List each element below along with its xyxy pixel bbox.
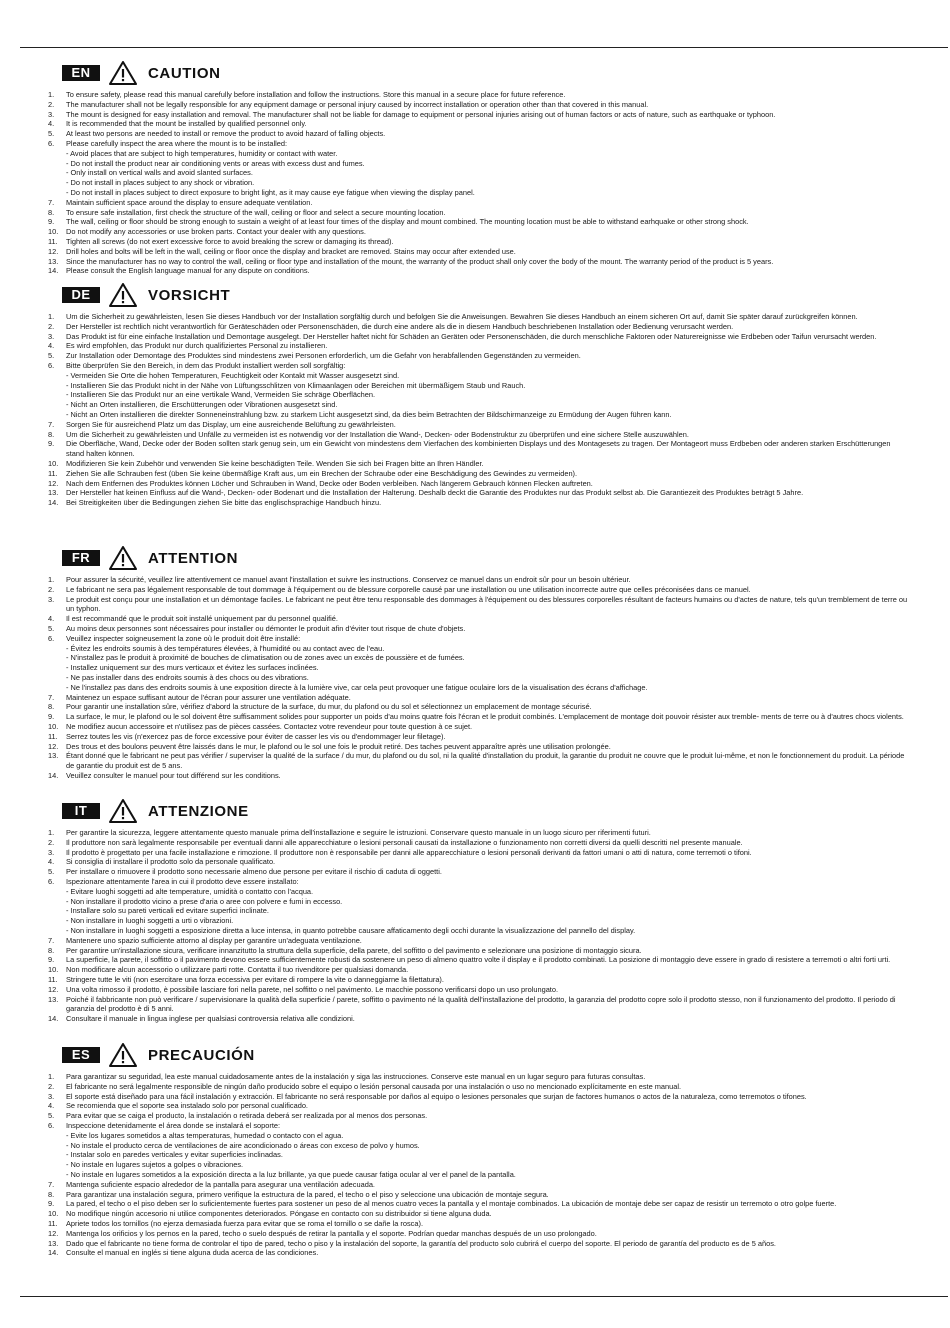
- item-text: Maintenez un espace suffisant autour de l'écran pour assurer une ventilation adéquate.: [66, 692, 351, 702]
- item-number: 7.: [48, 1179, 55, 1189]
- item-text: - Installare solo su pareti verticali ed evitare superfici inclinate.: [66, 906, 269, 916]
- instruction-item: [48, 828, 908, 838]
- instruction-item: [48, 351, 908, 361]
- item-number: 5.: [48, 1111, 55, 1121]
- instruction-subitem: [48, 673, 908, 683]
- instruction-item: [48, 848, 908, 858]
- item-number: 9.: [48, 712, 55, 722]
- instruction-item: [48, 614, 908, 624]
- item-number: 4.: [48, 857, 55, 867]
- item-number: 1.: [48, 575, 55, 584]
- instruction-item: [48, 139, 908, 149]
- item-text: Please carefully inspect the area where the mount is to be installed:: [66, 138, 288, 148]
- item-text: The mount is designed for easy installation and removal. The manufacturer shall not be liable for damage to equipment or personal injuries arising out of human factors or acts of nature, such as earthquake or typhoon.: [66, 109, 776, 119]
- item-number: 3.: [48, 847, 55, 857]
- section-title: PRECAUCIÓN: [148, 1046, 255, 1064]
- item-number: 9.: [48, 1199, 55, 1209]
- instruction-subitem: [48, 653, 908, 663]
- instruction-item: [48, 1209, 908, 1219]
- instruction-item: [48, 1190, 908, 1200]
- instruction-item: [48, 877, 908, 887]
- item-number: 8.: [48, 429, 55, 439]
- instruction-item: [48, 1121, 908, 1131]
- item-text: Il est recommandé que le produit soit installé uniquement par du personnel qualifié.: [66, 614, 338, 624]
- item-text: Pour assurer la sécurité, veuillez lire attentivement ce manuel avant l'installation et suivre les instructions. Conservez ce manuel dans un endroit sûr pour un besoin ultérieur.: [66, 575, 631, 584]
- item-text: Zur Installation oder Demontage des Produktes sind mindestens zwei Personen erforderlich, um die Gefahr von herabfallenden Gegenständen zu vermeiden.: [66, 351, 581, 361]
- item-number: 13.: [48, 1238, 59, 1248]
- item-number: 4.: [48, 614, 55, 624]
- item-text: Ziehen Sie alle Schrauben fest (üben Sie keine übermäßige Kraft aus, um ein Brechen der Schraube oder eine Beschädigung des Gewindes zu vermeiden).: [66, 468, 578, 478]
- item-text: Inspeccione detenidamente el área donde se instalará el soporte:: [66, 1120, 281, 1130]
- instruction-subitem: [48, 1141, 908, 1151]
- instruction-item: [48, 732, 908, 742]
- item-text: - Do not install the product near air conditioning vents or areas with excess dust and fumes.: [66, 158, 365, 168]
- item-text: - No instale el producto cerca de ventilaciones de aire acondicionado o áreas con exceso de polvo y humos.: [66, 1140, 420, 1150]
- instruction-item: [48, 247, 908, 257]
- item-number: 10.: [48, 458, 59, 468]
- instruction-item: [48, 322, 908, 332]
- item-text: La surface, le mur, le plafond ou le sol doivent être suffisamment solides pour supporter un poids d'au moins quatre fois l'écran et le produit combinés. L'emplacement de montage doit pouvoir résister aux tremble- ments de terre ou à d'autres chocs violents.: [66, 712, 904, 722]
- instruction-item: [48, 1229, 908, 1239]
- warning-icon: [108, 282, 138, 308]
- item-text: Die Oberfläche, Wand, Decke oder der Boden sollten stark genug sein, um ein Gewicht von mindestens dem Vierfachen des kombinierten Displays und des Montagesets zu tragen. Der Montageort muss Erdbeben oder anderen starken Erschütterungen stand halten können.: [66, 439, 891, 459]
- item-text: El fabricante no será legalmente responsible de ningún daño producido sobre el equipo o lesión personal causada por una instalación o uso no mencionado explícitamente en este manual.: [66, 1081, 682, 1091]
- item-number: 2.: [48, 99, 55, 109]
- item-text: Le produit est conçu pour une installation et un démontage faciles. Le fabricant ne peut être tenu responsable des dommages à l'équipement ou des blessures corporelles résultant de facteurs humains ou d'actes de nature, tels qu'un tremblement de terre ou un typhon.: [66, 594, 908, 614]
- warning-icon: [108, 60, 138, 86]
- item-text: To ensure safe installation, first check the structure of the wall, ceiling or floor and select a secure mounting location.: [66, 207, 446, 217]
- item-number: 13.: [48, 488, 59, 498]
- item-text: Il produttore non sarà legalmente responsabile per eventuali danni alle apparecchiature o lesioni personali causati da installazione o funzionamento non corretti diversi da quelli descritti nel presente manuale.: [66, 837, 743, 847]
- item-text: Per garantire un'installazione sicura, verificare innanzitutto la struttura della superficie, della parete, del soffitto o del pavimento e selezionare una posizione di montaggio sicura.: [66, 945, 642, 955]
- item-number: 1.: [48, 90, 55, 99]
- item-text: Apriete todos los tornillos (no ejerza demasiada fuerza para evitar que se roma el tornillo o se dañe la rosca).: [66, 1218, 423, 1228]
- item-text: Veuillez inspecter soigneusement la zone où le produit doit être installé:: [66, 633, 301, 643]
- instruction-item: [48, 1239, 908, 1249]
- instruction-item: [48, 975, 908, 985]
- item-text: Der Hersteller ist rechtlich nicht verantwortlich für Geräteschäden oder Personenschäden, die durch eine andere als die in diesem Handbuch beschriebenen Installation oder Bedienung verursacht werden.: [66, 321, 734, 331]
- instruction-item: [48, 1180, 908, 1190]
- instruction-subitem: [48, 906, 908, 916]
- item-text: Das Produkt ist für eine einfache Installation und Demontage ausgelegt. Der Hersteller haftet nicht für Schäden an Geräten oder Personenschäden, die durch menschliche Faktoren oder Naturereignisse wie Erdbeben oder Taifun verursacht werden.: [66, 331, 877, 341]
- item-text: - Vermeiden Sie Orte die hohen Temperaturen, Feuchtigkeit oder Kontakt mit Wasser ausgesetzt sind.: [66, 370, 400, 380]
- item-text: The manufacturer shall not be legally responsible for any equipment damage or personal injury caused by incorrect installation or operation other than that covered in this manual.: [66, 99, 649, 109]
- bottom-rule: [20, 1296, 948, 1297]
- warning-icon: [108, 1042, 138, 1068]
- item-text: - Instalar solo en paredes verticales y evitar superficies inclinadas.: [66, 1150, 283, 1160]
- instruction-item: [48, 119, 908, 129]
- instruction-item: [48, 257, 908, 267]
- item-number: 14.: [48, 770, 59, 780]
- instruction-subitem: [48, 683, 908, 693]
- item-number: 3.: [48, 109, 55, 119]
- instruction-item: [48, 498, 908, 508]
- item-number: 7.: [48, 197, 55, 207]
- item-text: - Evitare luoghi soggetti ad alte temperature, umidità o contatto con l'acqua.: [66, 886, 314, 896]
- item-text: Consulte el manual en inglés si tiene alguna duda acerca de las condiciones.: [66, 1248, 319, 1258]
- instruction-item: [48, 771, 908, 781]
- item-text: - Nicht an Orten installieren die direkter Sonneneinstrahlung bzw. zu starkem Licht ausgesetzt sind, da dies beim Betrachten der Bildschirmanzeige zu Ermüdung der Augen führen kann.: [66, 409, 672, 419]
- item-text: Stringere tutte le viti (non esercitare una forza eccessiva per evitare di rompere la vite o danneggiarne la filettatura).: [66, 974, 444, 984]
- instruction-item: [48, 129, 908, 139]
- item-number: 6.: [48, 360, 55, 370]
- item-text: Bitte überprüfen Sie den Bereich, in dem das Produkt installiert werden soll sorgfältig:: [66, 360, 346, 370]
- item-text: The wall, ceiling or floor should be strong enough to sustain a weight of at least four times of the display and mount combined. The mounting location must be able to withstand earhquake or other strong shock.: [66, 217, 749, 227]
- item-text: No modifique ningún accesorio ni utilice componentes deteriorados. Póngase en contacto con su distribuidor si tiene alguna duda.: [66, 1209, 492, 1219]
- item-number: 4.: [48, 119, 55, 129]
- instruction-item: [48, 712, 908, 722]
- instruction-item: [48, 1199, 908, 1209]
- instruction-item: [48, 110, 908, 120]
- item-text: Au moins deux personnes sont nécessaires pour installer ou démonter le produit afin d'éviter tout risque de chute d'objets.: [66, 623, 466, 633]
- section-title: CAUTION: [148, 64, 221, 82]
- instruction-subitem: [48, 1131, 908, 1141]
- item-number: 6.: [48, 633, 55, 643]
- instruction-item: [48, 1248, 908, 1258]
- item-text: - Do not install in places subject to direct exposure to bright light, as it may cause eye fatigue when viewing the display panel.: [66, 187, 475, 197]
- language-badge: FR: [62, 550, 100, 566]
- instruction-item: [48, 857, 908, 867]
- item-number: 12.: [48, 246, 59, 256]
- instruction-item: [48, 430, 908, 440]
- item-number: 8.: [48, 945, 55, 955]
- item-text: Since the manufacturer has no way to control the wall, ceiling or floor type and installation of the mount, the warranty of the product shall only cover the body of the mount. The warranty period of the product is 5 years.: [66, 256, 774, 266]
- item-text: Veuillez consulter le manuel pour tout différend sur les conditions.: [66, 770, 281, 780]
- item-number: 5.: [48, 623, 55, 633]
- instruction-item: [48, 332, 908, 342]
- item-text: Ne modifiez aucun accessoire et n'utilisez pas de pièces cassées. Contactez votre revendeur pour toute question à ce sujet.: [66, 721, 473, 731]
- instruction-subitem: [48, 1160, 908, 1170]
- item-text: Des trous et des boulons peuvent être laissés dans le mur, le plafond ou le sol une fois le produit retiré. Des taches peuvent apparaître après une utilisation prolongée.: [66, 741, 611, 751]
- item-number: 8.: [48, 207, 55, 217]
- item-number: 13.: [48, 994, 59, 1004]
- section-title: ATTENZIONE: [148, 802, 249, 820]
- section-de: [48, 280, 908, 508]
- instruction-item: [48, 1111, 908, 1121]
- item-text: Consultare il manuale in lingua inglese per qualsiasi controversia relativa alle condizioni.: [66, 1014, 355, 1024]
- top-rule: [20, 47, 948, 48]
- item-text: - Évitez les endroits soumis à des températures élevées, à l'humidité ou au contact avec de l'eau.: [66, 643, 385, 653]
- instruction-item: [48, 751, 908, 771]
- item-text: Una volta rimosso il prodotto, è possibile lasciare fori nella parete, nel soffitto o nel pavimento. Le macchie possono verificarsi dopo un uso prolungato.: [66, 984, 559, 994]
- item-text: La superficie, la parete, il soffitto o il pavimento devono essere sufficientemente robusti da sostenere un peso di almeno quattro volte il display e il prodotto combinati. La posizione di montaggio deve essere in grado di resistere a terremoti o altri forti urti.: [66, 955, 891, 965]
- instruction-item: [48, 479, 908, 489]
- item-number: 6.: [48, 1120, 55, 1130]
- item-text: - Installieren Sie das Produkt nicht in der Nähe von Lüftungsschlitzen von Klimaanlagen oder Bereichen mit übermäßigem Staub und Rauch.: [66, 380, 526, 390]
- section-it: [48, 796, 908, 1024]
- instruction-list: [48, 90, 908, 276]
- instruction-item: [48, 634, 908, 644]
- instruction-item: [48, 266, 908, 276]
- instruction-item: [48, 955, 908, 965]
- item-text: Nach dem Entfernen des Produktes können Löcher und Schrauben in Wand, Decke oder Boden verbleiben. Nach längerem Gebrauch können Flecken auftreten.: [66, 478, 593, 488]
- instruction-item: [48, 575, 908, 585]
- item-number: 5.: [48, 867, 55, 877]
- item-number: 4.: [48, 1101, 55, 1111]
- instruction-item: [48, 693, 908, 703]
- item-text: Drill holes and bolts will be left in the wall, ceiling or floor once the display and bracket are removed. Stains may occur after extended use.: [66, 246, 516, 256]
- item-number: 9.: [48, 217, 55, 227]
- item-text: - Ne l'installez pas dans des endroits soumis à une exposition directe à la lumière vive, car cela peut provoquer une fatigue oculaire lors de la visualisation des écrans d'affichage.: [66, 682, 648, 692]
- item-number: 8.: [48, 1189, 55, 1199]
- item-text: - Non installare in luoghi soggetti a urti o vibrazioni.: [66, 916, 234, 926]
- item-text: - Avoid places that are subject to high temperatures, humidity or contact with water.: [66, 148, 338, 158]
- item-text: - Installez uniquement sur des murs verticaux et évitez les surfaces inclinées.: [66, 663, 319, 673]
- item-number: 12.: [48, 478, 59, 488]
- instruction-subitem: [48, 916, 908, 926]
- item-number: 9.: [48, 955, 55, 965]
- item-number: 7.: [48, 419, 55, 429]
- item-number: 3.: [48, 1091, 55, 1101]
- instruction-item: [48, 217, 908, 227]
- item-text: Maintain sufficient space around the display to ensure adequate ventilation.: [66, 197, 313, 207]
- language-badge: ES: [62, 1047, 100, 1063]
- language-badge: EN: [62, 65, 100, 81]
- item-text: Non modificare alcun accessorio o utilizzare parti rotte. Contatta il tuo rivenditore per qualsiasi domanda.: [66, 965, 409, 975]
- instruction-item: [48, 1014, 908, 1024]
- item-number: 8.: [48, 702, 55, 712]
- item-number: 11.: [48, 236, 58, 246]
- instruction-item: [48, 867, 908, 877]
- section-header: [48, 543, 908, 573]
- item-text: Étant donné que le fabricant ne peut pas vérifier / superviser la qualité de la surface / du mur, du plafond ou du sol, ni la qualité d'installation du produit, la garantie du produit ne couvre que le produit lui-même, et non le fonctionnement du produit. La période de garantie du produit est de 5 ans.: [66, 751, 905, 771]
- item-number: 11.: [48, 468, 58, 478]
- item-text: Mantenere uno spazio sufficiente attorno al display per garantire un'adeguata ventilazione.: [66, 935, 362, 945]
- item-text: Se recomienda que el soporte sea instalado solo por personal cualificado.: [66, 1101, 308, 1111]
- item-number: 7.: [48, 692, 55, 702]
- instruction-list: [48, 828, 908, 1024]
- instruction-item: [48, 469, 908, 479]
- instruction-subitem: [48, 663, 908, 673]
- item-number: 12.: [48, 1228, 59, 1238]
- item-text: - No instale en lugares sometidos a la exposición directa a la luz brillante, ya que puede causar fatiga ocular al ver el panel de la pantalla.: [66, 1169, 516, 1179]
- item-text: Do not modify any accessories or use broken parts. Contact your dealer with any questions.: [66, 227, 366, 237]
- instruction-subitem: [48, 410, 908, 420]
- item-text: To ensure safety, please read this manual carefully before installation and follow the instructions. Store this manual in a secure place for future reference.: [66, 90, 566, 99]
- instruction-item: [48, 208, 908, 218]
- section-header: [48, 1040, 908, 1070]
- instruction-subitem: [48, 168, 908, 178]
- instruction-item: [48, 595, 908, 615]
- item-number: 3.: [48, 594, 55, 604]
- instruction-item: [48, 237, 908, 247]
- item-number: 10.: [48, 965, 59, 975]
- instruction-subitem: [48, 149, 908, 159]
- section-header: [48, 796, 908, 826]
- warning-icon: [108, 545, 138, 571]
- item-text: Pour garantir une installation sûre, vérifiez d'abord la structure de la surface, du mur, du plafond ou du sol et sélectionnez un emplacement de montage sécurisé.: [66, 702, 592, 712]
- instruction-item: [48, 488, 908, 498]
- item-text: Es wird empfohlen, das Produkt nur durch qualifiziertes Personal zu installieren.: [66, 341, 328, 351]
- instruction-item: [48, 1092, 908, 1102]
- instruction-subitem: [48, 371, 908, 381]
- instruction-item: [48, 1072, 908, 1082]
- item-text: Modifizieren Sie kein Zubehör und verwenden Sie keine beschädigten Teile. Wenden Sie sich bei Fragen bitte an Ihren Händler.: [66, 458, 484, 468]
- item-text: Um die Sicherheit zu gewährleisten und Unfälle zu vermeiden ist es notwendig vor der Installation die Wand-, Decken- oder Bodenstruktur zu überprüfen und eine sichere Stelle auszuwählen.: [66, 429, 689, 439]
- instruction-list: [48, 575, 908, 781]
- item-text: It is recommended that the mount be installed by qualified personnel only.: [66, 119, 307, 129]
- instruction-item: [48, 90, 908, 100]
- item-text: Ispezionare attentamente l'area in cui il prodotto deve essere installato:: [66, 876, 299, 886]
- instruction-item: [48, 985, 908, 995]
- item-number: 6.: [48, 876, 55, 886]
- item-number: 13.: [48, 256, 59, 266]
- item-number: 5.: [48, 129, 55, 139]
- item-number: 1.: [48, 1072, 55, 1081]
- item-text: - Non installare il prodotto vicino a prese d'aria o aree con polvere e fumi in eccesso.: [66, 896, 343, 906]
- item-text: - N'installez pas le produit à proximité de bouches de climatisation ou de zones avec un excès de poussière et de fumées.: [66, 653, 465, 663]
- instruction-item: [48, 459, 908, 469]
- item-number: 3.: [48, 331, 55, 341]
- item-text: - Evite los lugares sometidos a altas temperaturas, humedad o contacto con el agua.: [66, 1130, 344, 1140]
- instruction-item: [48, 100, 908, 110]
- instruction-item: [48, 1082, 908, 1092]
- instruction-subitem: [48, 644, 908, 654]
- instruction-item: [48, 1219, 908, 1229]
- section-header: [48, 280, 908, 310]
- item-text: - No instale en lugares sujetos a golpes o vibraciones.: [66, 1160, 244, 1170]
- instruction-item: [48, 702, 908, 712]
- section-es: [48, 1040, 908, 1258]
- item-text: Der Hersteller hat keinen Einfluss auf die Wand-, Decken- oder Bodenart und die Installation der Halterung. Deshalb deckt die Garantie des Produktes nur das Produkt selbst ab. Die Garantiezeit des Produktes beträgt 5 Jahre.: [66, 488, 804, 498]
- instruction-item: [48, 965, 908, 975]
- instruction-item: [48, 838, 908, 848]
- language-badge: DE: [62, 287, 100, 303]
- instruction-subitem: [48, 926, 908, 936]
- item-number: 11.: [48, 974, 58, 984]
- item-text: Um die Sicherheit zu gewährleisten, lesen Sie dieses Handbuch vor der Installation sorgfältig durch und befolgen Sie die Anweisungen. Bewahren Sie dieses Handbuch an einem sicheren Ort auf, damit Sie später darauf zurückgreifen können.: [66, 312, 858, 321]
- warning-icon: [108, 798, 138, 824]
- instruction-subitem: [48, 178, 908, 188]
- item-text: - Only install on vertical walls and avoid slanted surfaces.: [66, 168, 253, 178]
- item-text: Serrez toutes les vis (n'exercez pas de force excessive pour éviter de casser les vis ou d'endommager leur filetage).: [66, 731, 446, 741]
- instruction-list: [48, 312, 908, 508]
- item-number: 2.: [48, 1081, 55, 1091]
- item-number: 10.: [48, 721, 59, 731]
- item-text: Sorgen Sie für ausreichend Platz um das Display, um eine ausreichende Belüftung zu gewährleisten.: [66, 419, 396, 429]
- item-text: Para garantizar su seguridad, lea este manual cuidadosamente antes de la instalación y siga las instrucciones. Conserve este manual en un lugar seguro para futuras consultas.: [66, 1072, 646, 1081]
- instruction-item: [48, 995, 908, 1015]
- item-number: 14.: [48, 1248, 59, 1258]
- item-text: Please consult the English language manual for any dispute on conditions.: [66, 266, 310, 276]
- section-title: VORSICHT: [148, 286, 231, 304]
- instruction-item: [48, 439, 908, 459]
- item-text: Para evitar que se caiga el producto, la instalación o retirada deberá ser realizada por al menos dos personas.: [66, 1111, 428, 1121]
- item-number: 10.: [48, 1209, 59, 1219]
- item-number: 10.: [48, 227, 59, 237]
- item-text: Le fabricant ne sera pas légalement responsable de tout dommage à l'équipement ou de blessure corporelle causé par une installation ou une utilisation incorrecte autre que celles préconisées dans ce manuel.: [66, 584, 751, 594]
- item-number: 7.: [48, 935, 55, 945]
- item-number: 14.: [48, 1014, 59, 1024]
- item-number: 5.: [48, 351, 55, 361]
- item-number: 14.: [48, 498, 59, 508]
- item-text: Per garantire la sicurezza, leggere attentamente questo manuale prima dell'installazione e seguire le istruzioni. Conservare questo manuale in un luogo sicuro per riferimenti futuri.: [66, 828, 651, 837]
- language-badge: IT: [62, 803, 100, 819]
- instruction-item: [48, 722, 908, 732]
- item-text: Per installare o rimuovere il prodotto sono necessarie almeno due persone per evitare il rischio di caduta di oggetti.: [66, 867, 442, 877]
- section-en: [48, 58, 908, 276]
- instruction-subitem: [48, 400, 908, 410]
- item-number: 9.: [48, 439, 55, 449]
- item-number: 12.: [48, 741, 59, 751]
- item-text: Tighten all screws (do not exert excessive force to avoid breaking the screw or damaging its thread).: [66, 236, 394, 246]
- item-number: 13.: [48, 751, 59, 761]
- instruction-item: [48, 742, 908, 752]
- item-text: Mantenga los orificios y los pernos en la pared, techo o suelo después de retirar la pantalla y el soporte. Podrían quedar manchas después de un uso prolongado.: [66, 1228, 597, 1238]
- item-number: 2.: [48, 321, 55, 331]
- instruction-item: [48, 946, 908, 956]
- item-text: Poiché il fabbricante non può verificare / supervisionare la qualità della superficie / parete, soffitto o pavimento né la qualità dell'installazione del prodotto, la garanzia del prodotto copre solo il prodotto stesso, non il funzionamento del prodotto. Il periodo di garanzia del prodotto è di 5 anni.: [66, 994, 896, 1014]
- item-text: Para garantizar una instalación segura, primero verifique la estructura de la pared, el techo o el piso y seleccione una ubicación de montaje segura.: [66, 1189, 549, 1199]
- item-number: 12.: [48, 984, 59, 994]
- instruction-item: [48, 361, 908, 371]
- instruction-subitem: [48, 1170, 908, 1180]
- item-number: 4.: [48, 341, 55, 351]
- instruction-item: [48, 312, 908, 322]
- instruction-item: [48, 936, 908, 946]
- item-text: El soporte está diseñado para una fácil instalación y extracción. El fabricante no será responsable por daños al equipo o lesiones personales que surjan de factores humanos o actos de la naturaleza, como terremotos o tifones.: [66, 1091, 807, 1101]
- instruction-item: [48, 227, 908, 237]
- item-text: La pared, el techo o el piso deben ser lo suficientemente fuertes para sostener un peso de al menos cuatro veces la pantalla y el montaje combinados. La ubicación de montaje debe ser capaz de resistir un terremoto o otro golpe fuerte.: [66, 1199, 837, 1209]
- item-text: At least two persons are needed to install or remove the product to avoid hazard of falling objects.: [66, 129, 386, 139]
- item-text: - Do not install in places subject to any shock or vibration.: [66, 178, 255, 188]
- instruction-subitem: [48, 897, 908, 907]
- instruction-item: [48, 1101, 908, 1111]
- item-number: 6.: [48, 138, 55, 148]
- item-number: 1.: [48, 828, 55, 837]
- item-text: Bei Streitigkeiten über die Bedingungen ziehen Sie bitte das englischsprachige Handbuch hinzu.: [66, 498, 382, 508]
- item-number: 2.: [48, 584, 55, 594]
- instruction-item: [48, 585, 908, 595]
- instruction-subitem: [48, 188, 908, 198]
- instruction-subitem: [48, 1150, 908, 1160]
- item-text: Il prodotto è progettato per una facile installazione e rimozione. Il produttore non è responsabile per danni alle apparecchiature o lesioni personali derivanti da fattori umani o atti di natura, come terremoti o tifoni.: [66, 847, 752, 857]
- instruction-subitem: [48, 381, 908, 391]
- item-text: Dado que el fabricante no tiene forma de controlar el tipo de pared, techo o piso y la instalación del soporte, la garantía del producto solo cubrirá el cuerpo del soporte. El periodo de garantía del producto es de 5 años.: [66, 1238, 776, 1248]
- item-number: 11.: [48, 1218, 58, 1228]
- item-text: Si consiglia di installare il prodotto solo da personale qualificato.: [66, 857, 276, 867]
- instruction-subitem: [48, 159, 908, 169]
- item-text: - Ne pas installer dans des endroits soumis à des chocs ou des vibrations.: [66, 672, 309, 682]
- instruction-item: [48, 341, 908, 351]
- item-number: 11.: [48, 731, 58, 741]
- section-fr: [48, 543, 908, 781]
- instruction-subitem: [48, 390, 908, 400]
- item-number: 2.: [48, 837, 55, 847]
- item-number: 14.: [48, 266, 59, 276]
- instruction-item: [48, 198, 908, 208]
- instruction-list: [48, 1072, 908, 1258]
- item-text: - Installieren Sie das Produkt nur an eine vertikale Wand, Vermeiden Sie schräge Oberflächen.: [66, 390, 376, 400]
- section-header: [48, 58, 908, 88]
- instruction-item: [48, 420, 908, 430]
- instruction-subitem: [48, 887, 908, 897]
- item-text: - Nicht an Orten installieren, die Erschütterungen oder Vibrationen ausgesetzt sind.: [66, 400, 338, 410]
- item-text: - Non installare in luoghi soggetti a esposizione diretta a luce intensa, in quanto potrebbe causare affaticamento degli occhi durante la visualizzazione del pannello del display.: [66, 925, 636, 935]
- section-title: ATTENTION: [148, 549, 239, 567]
- item-number: 1.: [48, 312, 55, 321]
- item-text: Mantenga suficiente espacio alrededor de la pantalla para asegurar una ventilación adecuada.: [66, 1179, 375, 1189]
- instruction-item: [48, 624, 908, 634]
